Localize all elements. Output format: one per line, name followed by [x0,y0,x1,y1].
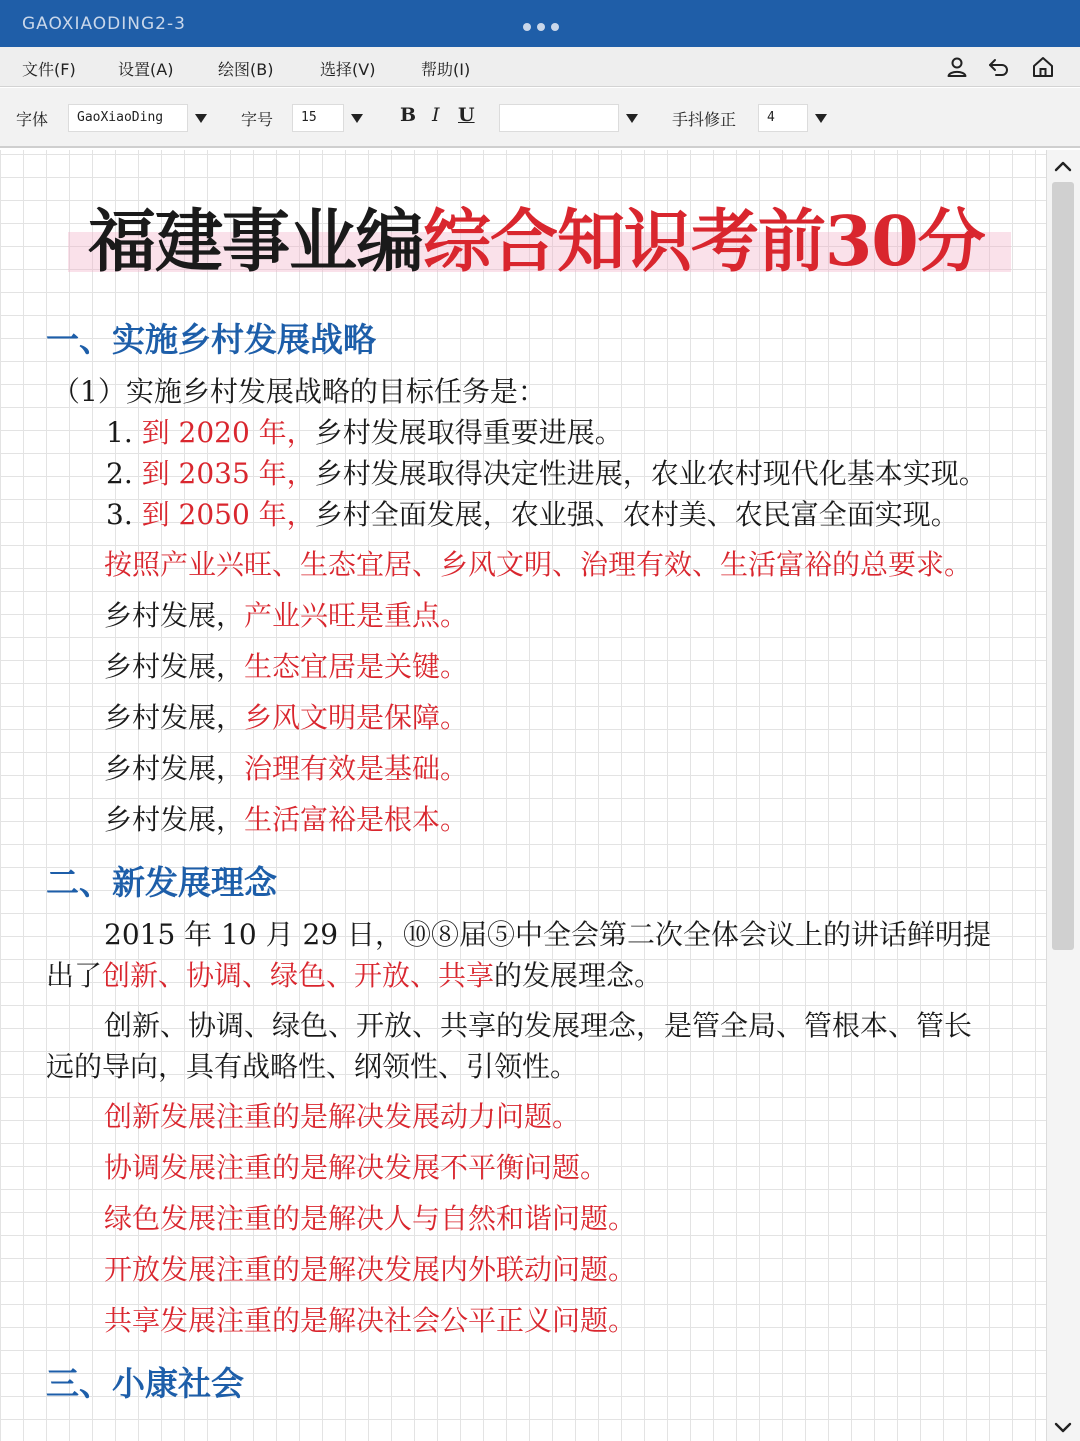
color-dropdown-arrow-icon[interactable] [619,104,645,132]
bold-button[interactable]: B [400,104,417,126]
shake-correction-select[interactable]: 4 [758,104,808,132]
user-icon[interactable] [945,55,969,79]
section-heading-1: 一、实施乡村发展战略 [46,320,376,359]
menu-bar [0,47,1080,87]
vertical-scrollbar[interactable] [1046,150,1080,1441]
concept-point: 创新发展注重的是解决发展动力问题。 [104,1100,581,1133]
menu-draw[interactable]: 绘图(B) [218,60,274,79]
scroll-down-icon[interactable] [1053,1420,1073,1436]
font-dropdown-arrow-icon[interactable] [188,104,214,132]
rural-point: 乡村发展，乡风文明是保障。 [104,701,469,734]
menu-help[interactable]: 帮助(I) [421,60,471,79]
rural-point: 乡村发展，治理有效是基础。 [104,752,469,785]
scroll-up-icon[interactable] [1053,158,1073,174]
rural-point: 乡村发展，生活富裕是根本。 [104,803,469,836]
concept-point: 开放发展注重的是解决发展内外联动问题。 [104,1253,637,1286]
concept-point: 协调发展注重的是解决发展不平衡问题。 [104,1151,609,1184]
font-select[interactable]: GaoXiaoDing [68,104,188,132]
rural-point: 乡村发展，产业兴旺是重点。 [104,599,469,632]
document-title: 福建事业编综合知识考前30分 [88,202,985,282]
paragraph-line: 创新、协调、绿色、开放、共享的发展理念，是管全局、管根本、管长 [104,1009,973,1042]
color-select[interactable] [499,104,619,132]
format-toolbar [0,88,1080,148]
menu-settings[interactable]: 设置(A) [118,60,174,79]
concept-point: 共享发展注重的是解决社会公平正义问题。 [104,1304,637,1337]
shake-correction-label: 手抖修正 [672,110,737,129]
section-heading-3: 三、小康社会 [46,1364,244,1403]
shake-dropdown-arrow-icon[interactable] [808,104,834,132]
size-label: 字号 [241,110,274,129]
goal-item: 2. 到 2035 年，乡村发展取得决定性进展，农业农村现代化基本实现。 [106,457,987,490]
menu-file[interactable]: 文件(F) [22,60,76,79]
app-name: GAOXIAODING2-3 [22,14,186,34]
home-icon[interactable] [1031,55,1055,79]
goal-item: 3. 到 2050 年，乡村全面发展，农业强、农村美、农民富全面实现。 [106,498,959,531]
paragraph-line: 2015 年 10 月 29 日，⑩⑧届⑤中全会第二次全体会议上的讲话鲜明提 [104,918,992,951]
concept-point: 绿色发展注重的是解决人与自然和谐问题。 [104,1202,637,1235]
size-dropdown-arrow-icon[interactable] [344,104,370,132]
document-canvas[interactable] [0,150,1046,1441]
scrollbar-thumb[interactable] [1052,182,1074,950]
goal-item: 1. 到 2020 年，乡村发展取得重要进展。 [106,416,623,449]
undo-icon[interactable] [987,55,1011,79]
section-1-intro: （1）实施乡村发展战略的目标任务是： [52,375,546,408]
window-options-icon[interactable] [523,23,559,31]
general-requirement: 按照产业兴旺、生态宜居、乡风文明、治理有效、生活富裕的总要求。 [104,548,973,581]
font-label: 字体 [16,110,49,129]
menu-select[interactable]: 选择(V) [320,60,376,79]
window-titlebar [0,0,1080,47]
underline-button[interactable]: U [458,104,475,126]
section-heading-2: 二、新发展理念 [46,863,277,902]
paragraph-line: 出了创新、协调、绿色、开放、共享的发展理念。 [46,959,663,992]
rural-point: 乡村发展，生态宜居是关键。 [104,650,469,683]
italic-button[interactable]: I [432,104,440,126]
size-select[interactable]: 15 [292,104,344,132]
paragraph-line: 远的导向，具有战略性、纲领性、引领性。 [46,1050,579,1083]
